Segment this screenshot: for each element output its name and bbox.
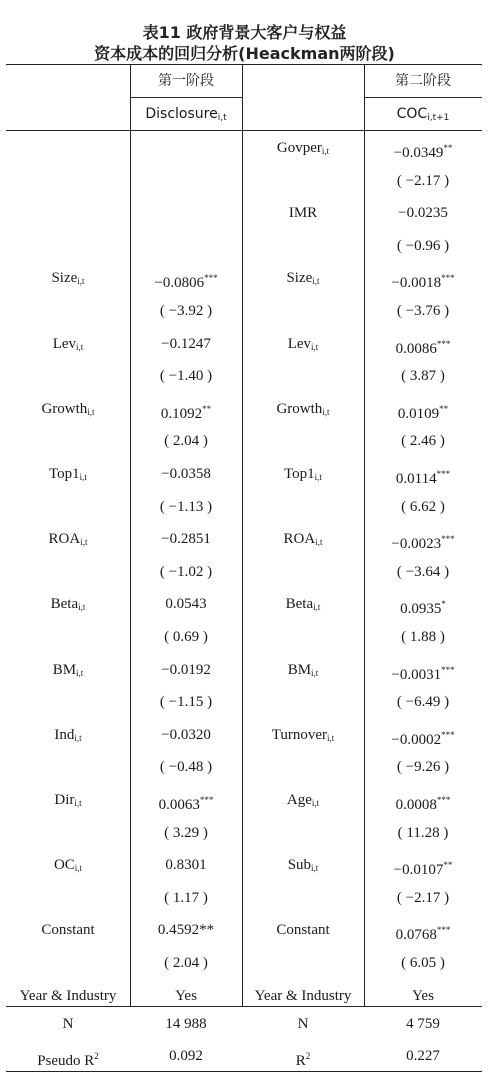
- value-stage2: −0.0031***: [391, 664, 455, 683]
- label-stage2: [242, 621, 364, 653]
- label-stage1: [6, 425, 130, 457]
- label-stage2: Constant: [276, 922, 330, 939]
- label-stage1: Beta$_{i,t}$: [50, 596, 86, 613]
- label-stage1: [6, 817, 130, 849]
- label-stage1: [6, 947, 130, 979]
- value-stage1: ( 3.29 ): [164, 824, 208, 841]
- label-stage2: Turnover$_{i,t}$: [271, 726, 335, 743]
- value-stage1: ( −1.40 ): [159, 368, 213, 385]
- label-stage2: [242, 686, 364, 718]
- value-stage1: 0.0063***: [158, 795, 214, 813]
- label-stage2: [242, 947, 364, 979]
- value-stage1: ( −1.15 ): [159, 694, 213, 711]
- footer-value-stage1: 0.092: [169, 1047, 203, 1064]
- value-stage1: ( 2.04 ): [164, 433, 208, 450]
- value-stage2: −0.0023***: [391, 534, 455, 553]
- value-stage1: [130, 230, 242, 262]
- label-stage2: [242, 751, 364, 783]
- label-stage1: Ind$_{i,t}$: [54, 726, 82, 743]
- value-stage2: Yes: [412, 987, 434, 1004]
- label-stage1: $OC_{i,t}$: [53, 857, 83, 874]
- label-stage2: Size$_{i,t}$: [286, 270, 320, 287]
- value-stage1: ( −0.48 ): [159, 759, 213, 776]
- footer-label-stage1: N: [62, 1016, 74, 1032]
- label-stage2: Age$_{i,t}$: [286, 792, 320, 808]
- label-stage2: [242, 295, 364, 327]
- value-stage1: ( −1.13 ): [159, 498, 213, 515]
- label-stage1: Lev$_{i,t}$: [52, 335, 84, 352]
- value-stage2: ( −3.76 ): [396, 303, 450, 319]
- label-stage1: Growth$_{i,t}$: [41, 400, 95, 417]
- label-stage2: [242, 491, 364, 523]
- value-stage1: Yes: [175, 987, 197, 1004]
- value-stage2: ( −9.26 ): [396, 759, 450, 776]
- footer-label-stage2: $R^2$: [295, 1050, 311, 1069]
- footer-value-stage2: 4 759: [406, 1016, 440, 1032]
- value-stage2: ( 11.28 ): [397, 824, 449, 841]
- value-stage1: −0.2851: [161, 531, 211, 548]
- stage2-dependent-variable: $COC_{i,t+1}$: [396, 106, 450, 123]
- value-stage2: ( 6.62 ): [401, 498, 445, 515]
- label-stage1: Size$_{i,t}$: [51, 270, 85, 287]
- value-stage1: 0.0543: [165, 596, 207, 613]
- value-stage2: ( −2.17 ): [396, 889, 450, 906]
- value-stage2: 0.0768***: [395, 925, 451, 944]
- stage2-label: 第二阶段: [395, 73, 451, 89]
- value-stage1: 0.1092**: [160, 403, 212, 422]
- label-stage1: [6, 197, 130, 229]
- label-stage2: [242, 425, 364, 457]
- value-stage2: −0.0107**: [393, 860, 453, 879]
- value-stage2: ( 1.88 ): [401, 629, 445, 645]
- value-stage2: 0.0109**: [397, 403, 449, 422]
- value-stage2: ( 3.87 ): [401, 368, 445, 385]
- value-stage2: 0.0086***: [395, 338, 451, 357]
- label-stage1: [6, 686, 130, 718]
- value-stage1: [130, 197, 242, 229]
- label-stage1: Dir$_{i,t}$: [54, 792, 82, 808]
- label-stage2: Govper$_{i,t}$: [276, 140, 330, 156]
- label-stage2: Beta$_{i,t}$: [285, 596, 321, 613]
- label-stage2: $Top1_{i,t}$: [284, 466, 322, 482]
- label-stage1: [6, 360, 130, 392]
- label-stage1: [6, 491, 130, 523]
- value-stage2: ( −0.96 ): [396, 237, 450, 254]
- value-stage2: −0.0002***: [391, 729, 455, 748]
- label-stage1: [6, 132, 130, 164]
- value-stage2: ( −3.64 ): [396, 563, 450, 580]
- header-rule: [6, 130, 482, 131]
- value-stage1: ( 0.69 ): [164, 629, 208, 645]
- value-stage2: 0.0114***: [395, 469, 451, 487]
- label-stage2: [242, 360, 364, 392]
- footer-label-stage2: N: [297, 1016, 309, 1032]
- footer-value-stage1: 14 988: [165, 1016, 207, 1032]
- value-stage1: 0.8301: [165, 857, 207, 874]
- label-stage1: Year & Industry: [19, 987, 117, 1004]
- label-stage1: [6, 556, 130, 588]
- footer-value-stage2: 0.227: [406, 1047, 440, 1064]
- label-stage1: [6, 621, 130, 653]
- value-stage2: 0.0008***: [395, 795, 451, 813]
- label-stage1: [6, 165, 130, 197]
- value-stage1: 0.4592**: [157, 922, 215, 939]
- value-stage1: −0.0806***: [154, 273, 218, 292]
- label-stage1: $ROA_{i,t}$: [48, 531, 88, 548]
- value-stage1: [130, 132, 242, 164]
- label-stage1: $Top1_{i,t}$: [49, 466, 87, 482]
- label-stage2: $BM_{i,t}$: [287, 661, 319, 678]
- label-stage2: [242, 165, 364, 197]
- label-stage2: $ROA_{i,t}$: [283, 531, 323, 548]
- value-stage1: ( 2.04 ): [164, 955, 208, 971]
- value-stage2: ( 6.05 ): [401, 955, 445, 971]
- value-stage1: −0.0320: [161, 726, 211, 743]
- label-stage1: $BM_{i,t}$: [52, 661, 84, 678]
- value-stage1: −0.0358: [161, 466, 211, 482]
- value-stage1: −0.1247: [161, 335, 211, 352]
- value-stage1: ( −1.02 ): [159, 563, 213, 580]
- label-stage2: Lev$_{i,t}$: [287, 335, 319, 352]
- value-stage1: [130, 165, 242, 197]
- value-stage2: ( 2.46 ): [401, 433, 445, 450]
- label-stage2: Growth$_{i,t}$: [276, 400, 330, 417]
- label-stage1: [6, 295, 130, 327]
- label-stage2: Sub$_{i,t}$: [287, 857, 319, 874]
- value-stage2: ( −2.17 ): [396, 172, 450, 189]
- label-stage1: [6, 882, 130, 914]
- label-stage1: Constant: [41, 922, 95, 939]
- value-stage2: −0.0018***: [391, 273, 455, 292]
- label-stage2: [242, 882, 364, 914]
- label-stage2: IMR: [288, 205, 318, 222]
- value-stage2: ( −6.49 ): [396, 694, 450, 711]
- label-stage2: [242, 556, 364, 588]
- stage1-dependent-variable: Disclosure$_{i,t}$: [145, 106, 227, 123]
- label-stage2: [242, 817, 364, 849]
- table-title: 表11 政府背景大客户与权益: [142, 23, 347, 42]
- label-stage2: Year & Industry: [254, 987, 352, 1004]
- value-stage2: −0.0235: [398, 205, 448, 222]
- stage1-label: 第一阶段: [158, 73, 214, 89]
- value-stage2: 0.0935*: [400, 599, 446, 618]
- label-stage1: [6, 751, 130, 783]
- value-stage2: −0.0349**: [393, 143, 453, 161]
- label-stage1: [6, 230, 130, 262]
- label-stage2: [242, 230, 364, 262]
- value-stage1: ( 1.17 ): [164, 889, 208, 906]
- footer-label-stage1: Pseudo $R^2$: [37, 1050, 99, 1069]
- table-subtitle: 资本成本的回归分析(Heackman两阶段): [94, 44, 395, 63]
- value-stage1: ( −3.92 ): [159, 303, 213, 319]
- value-stage1: −0.0192: [161, 661, 211, 678]
